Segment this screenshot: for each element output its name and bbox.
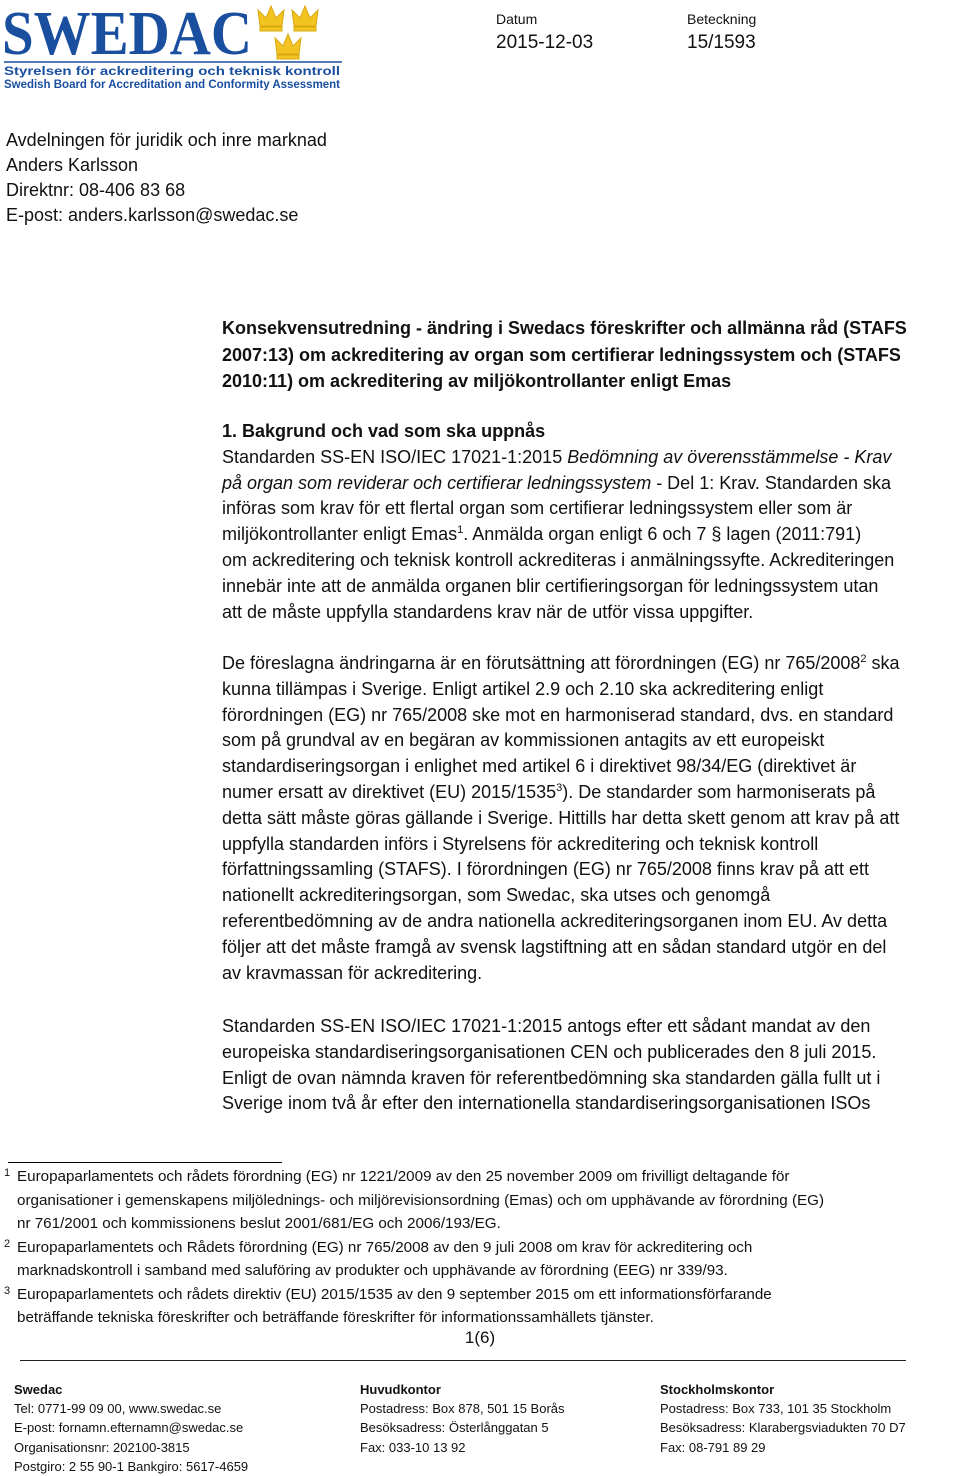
text-run: ). De standarder som harmoniserats på [562,781,876,802]
footer-line: Besöksadress: Klarabergsviadukten 70 D7 [660,1420,906,1436]
footnote-3 [4,1283,958,1330]
page-number: 1(6) [464,1328,496,1347]
title-line: 2007:13) om ackreditering av organ som certifierar ledningssystem och (STAFS [222,344,901,365]
text-line: följer att det måste framgå av svensk lagstiftning att en sådan standard utgör en del [222,936,887,957]
reference-value: 15/1593 [687,32,756,53]
footer-line: Besöksadress: Österlånggatan 5 [360,1420,549,1436]
text-line: nationellt ackrediteringsorgan, som Swedac, ska utses och genomgå [222,885,771,906]
footer-line: Fax: 033-10 13 92 [360,1439,466,1455]
footnote-line: Europaparlamentets och rådets direktiv (EU) 2015/1535 av den 9 september 2015 om ett informationsförfarande [17,1285,772,1303]
footer-line: Postgiro: 2 55 90-1 Bankgiro: 5617-4659 [14,1458,249,1474]
footer-separator [20,1360,906,1361]
standard-title-italic: Bedömning av överensstämmelse - Krav [567,446,892,467]
text-line: att de måste uppfylla standardens krav när de utför vissa uppgifter. [222,601,754,622]
sender-email: E-post: anders.karlsson@swedac.se [6,205,299,225]
text-line: europeiska standardiseringsorganisationen CEN och publicerades den 8 juli 2015. [222,1041,877,1062]
footnote-ref[interactable]: 3 [556,781,563,794]
footer-line: Postadress: Box 733, 101 35 Stockholm [660,1401,892,1417]
footer-heading: Swedac [14,1382,63,1397]
date-value: 2015-12-03 [496,32,594,53]
footer-col-head-office [360,1380,565,1457]
date-label: Datum [496,11,538,27]
text-line: standardiseringsorgan i enlighet med artikel 6 i direktivet 98/34/EG (direktivet är [222,756,857,777]
footer-col-stockholm-office [660,1380,906,1457]
footnote-number: 2 [4,1237,11,1250]
paragraph-2 [222,651,960,986]
text-line: som på grundval av en begäran av kommissionen antagits av ett europeiskt [222,730,825,751]
sender-block [6,128,327,228]
text-line: Enligt de ovan nämnda kraven för referentbedömning ska standarden gälla fullt ut i [222,1067,881,1088]
footnote-line: Europaparlamentets och rådets förordning (EG) nr 1221/2009 av den 25 november 2009 om frivilligt deltagande för [17,1168,790,1185]
text-line: innebär inte att de anmälda organen blir certifieringsorgan för ledningssystem utan [222,575,879,596]
footnotes [4,1165,958,1330]
sender-name: Anders Karlsson [6,155,139,175]
footnote-ref[interactable]: 2 [860,653,867,665]
text-line: författningssamling (STAFS). I förordningen (EG) nr 765/2008 finns krav på att ett [222,859,869,880]
text-line: Sverige inom två år efter den internationella standardiseringsorganisationen ISOs [222,1093,871,1114]
text-run: . Anmälda organ enligt 6 och 7 § lagen (2011:791) [463,524,862,545]
footnote-1 [4,1165,958,1236]
footer-line[interactable]: Tel: 0771-99 09 00, www.swedac.se [14,1401,222,1417]
footer-heading: Stockholmskontor [660,1382,775,1397]
text-run: - Del 1: Krav. Standarden ska [651,472,891,493]
footer-line: Postadress: Box 878, 501 15 Borås [360,1401,565,1417]
footer-heading: Huvudkontor [360,1382,441,1397]
logo-subtitle-en: Swedish Board for Accreditation and Conformity Assessment [4,79,341,90]
logo-wordmark: SWEDAC [2,2,253,68]
footer-line: Organisationsnr: 202100-3815 [14,1439,190,1455]
footnote-line: Europaparlamentets och Rådets förordning (EG) nr 765/2008 av den 9 juli 2008 om krav för ackreditering och [17,1238,753,1256]
text-line: förordningen (EG) nr 765/2008 ske mot en harmoniserad standard, dvs. en standard [222,704,894,725]
text-line: referentbedömning av de andra nationella ackrediteringsorganen inom EU. Av detta [222,910,888,931]
sender-phone: Direktnr: 08-406 83 68 [6,180,186,200]
footnote-separator [8,1162,282,1163]
title-line: 2010:11) om ackreditering av miljökontrollanter enligt Emas [222,371,732,391]
text-line: kunna tillämpas i Sverige. Enligt artikel 2.9 och 2.10 ska ackreditering enligt [222,678,824,699]
text-line: av kravmassan för ackreditering. [222,962,483,983]
sender-department: Avdelningen för juridik och inre marknad [6,130,327,150]
footnote-number: 3 [4,1284,11,1297]
text-line: om ackreditering och teknisk kontroll ackrediteras i anmälningssyfte. Ackrediteringen [222,549,895,570]
text-line: Standarden SS-EN ISO/IEC 17021-1:2015 antogs efter ett sådant mandat av den [222,1016,871,1036]
text-run: miljökontrollanter enligt Emas [222,524,458,545]
three-crowns-icon [258,6,318,59]
footer-col-swedac [14,1380,248,1476]
standard-title-italic: på organ som reviderar och certifierar ledningssystem [222,472,652,493]
text-run: Standarden SS-EN ISO/IEC 17021-1:2015 [222,446,568,467]
footnote-number: 1 [4,1167,11,1179]
footnote-line: beträffande tekniska föreskrifter och beträffande föreskrifter för informationssamhällets tjänster. [17,1309,654,1326]
text-line: införas som krav för ett flertal organ som certifierar ledningssystem eller som är [222,498,853,519]
text-line: uppfylla standarden införs i Styrelsens för ackreditering och teknisk kontroll [222,833,819,854]
text-run: numer ersatt av direktivet (EU) 2015/1535 [222,781,557,802]
footnote-ref[interactable]: 1 [457,524,464,537]
footer-line[interactable]: E-post: fornamn.efternamn@swedac.se [14,1420,244,1436]
logo-subtitle-sv: Styrelsen för ackreditering och teknisk kontroll [4,66,340,78]
paragraph-3 [222,1014,960,1117]
reference-label: Beteckning [687,11,757,27]
footnote-2 [4,1236,958,1283]
section-heading: 1. Bakgrund och vad som ska uppnås [222,421,546,441]
text-line: detta sätt måste göras gällande i Sverige. Hittills har detta skett genom att krav på att [222,807,900,828]
footer-line: Fax: 08-791 89 29 [660,1439,766,1455]
document-title [222,315,960,395]
footnote-line: organisationer i gemenskapens miljölednings- och miljörevisionsordning (Emas) och om upphävande av förordning (EG) [17,1191,825,1209]
title-line: Konsekvensutredning - ändring i Swedacs föreskrifter och allmänna råd (STAFS [222,318,907,338]
footnote-line: nr 761/2001 och kommissionens beslut 2001/681/EG och 2006/193/EG. [17,1215,501,1232]
footnote-line: marknadskontroll i samband med saluföring av produkter och upphävande av förordning (EEG) nr 339/93. [17,1262,728,1279]
text-run: De föreslagna ändringarna är en förutsättning att förordningen (EG) nr 765/2008 [222,653,861,673]
text-run: ska [866,653,900,673]
section-1 [222,419,960,625]
swedac-logo [2,2,347,90]
